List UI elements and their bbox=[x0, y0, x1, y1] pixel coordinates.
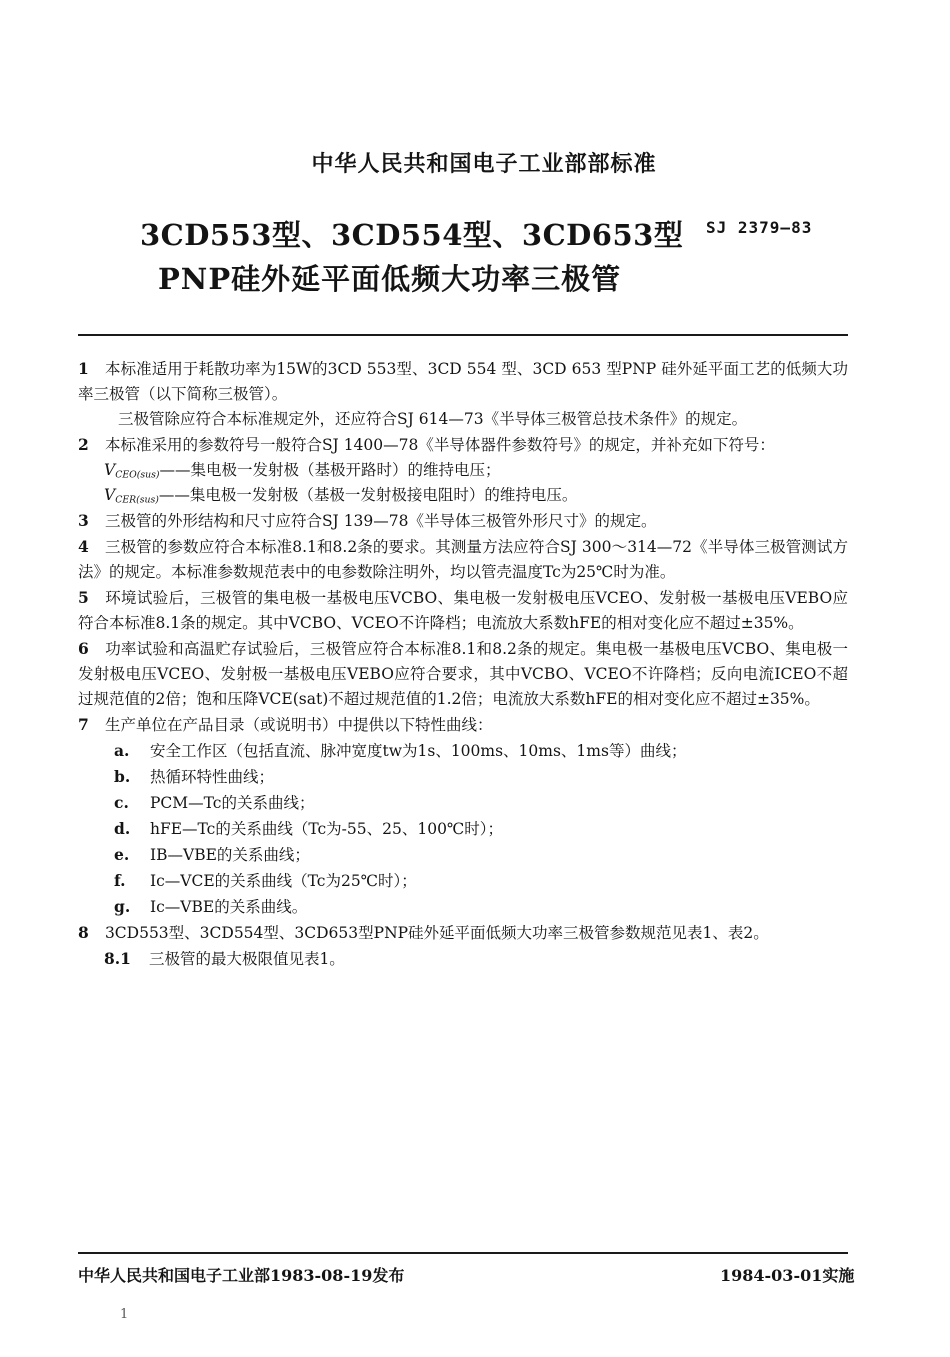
section-number: 6 bbox=[78, 639, 89, 658]
section-text: 三极管的最大极限值见表1。 bbox=[148, 950, 345, 968]
symbol-subscript: CER(sus) bbox=[115, 494, 159, 506]
symbol-subscript: CEO(sus) bbox=[115, 469, 160, 481]
effective-date: 1984-03-01实施 bbox=[720, 1266, 855, 1285]
item-letter: c. bbox=[114, 793, 129, 812]
curve-item-f bbox=[78, 868, 848, 894]
page-number: 1 bbox=[120, 1307, 129, 1322]
section-text: 生产单位在产品目录（或说明书）中提供以下特性曲线： bbox=[104, 716, 493, 734]
issue-date: 中华人民共和国电子工业部1983-08-19发布 bbox=[78, 1266, 405, 1285]
item-text: Ic—VCE的关系曲线（Tc为25℃时）； bbox=[150, 872, 417, 890]
curve-item-g bbox=[78, 894, 848, 920]
item-text: PCM—Tc的关系曲线； bbox=[150, 794, 315, 812]
section-5 bbox=[78, 585, 848, 636]
section-number: 2 bbox=[78, 435, 89, 454]
section-text: 三极管的外形结构和尺寸应符合SJ 139—78《半导体三极管外形尺寸》的规定。 bbox=[104, 512, 657, 530]
section-text: 功率试验和高温贮存试验后，三极管应符合本标准8.1和8.2条的规定。集电极一基极电压VCBO、集电极一发射极电压VCEO、发射极一基极电压VEBO应符合要求，其中VCBO、VCEO不许降档；反向电流ICEO不超过规范值的2倍；饱和压降VCE(sat)不超过规范值的1.2倍；电流放大系数hFE的相对变化应不超过±35%。 bbox=[78, 640, 848, 708]
standard-code: SJ 2379—83 bbox=[706, 218, 813, 237]
item-text: 热循环特性曲线； bbox=[150, 768, 275, 786]
section-1-continuation bbox=[78, 407, 848, 432]
symbol: V bbox=[104, 486, 116, 504]
symbol-definition-1 bbox=[78, 458, 848, 483]
item-letter: d. bbox=[114, 819, 131, 838]
item-letter: g. bbox=[114, 897, 131, 916]
item-letter: e. bbox=[114, 845, 130, 864]
item-text: Ic—VBE的关系曲线。 bbox=[150, 898, 308, 916]
section-8-1 bbox=[78, 946, 848, 972]
footer-divider bbox=[78, 1252, 848, 1254]
section-text: 三极管的参数应符合本标准8.1和8.2条的要求。其测量方法应符合SJ 300～314—72《半导体三极管测试方法》的规定。本标准参数规范表中的电参数除注明外，均以管壳温度Tc为25℃时为准。 bbox=[78, 538, 848, 581]
document-title-line1: 3CD553型、3CD554型、3CD653型 bbox=[140, 218, 684, 252]
section-4 bbox=[78, 534, 848, 585]
section-text: 本标准采用的参数符号一般符合SJ 1400—78《半导体器件参数符号》的规定，并补充如下符号： bbox=[104, 436, 775, 454]
item-letter: b. bbox=[114, 767, 131, 786]
section-number: 7 bbox=[78, 715, 89, 734]
section-text: 三极管除应符合本标准规定外，还应符合SJ 614—73《半导体三极管总技术条件》的规定。 bbox=[118, 410, 748, 428]
curve-item-a bbox=[78, 738, 848, 764]
curve-item-d bbox=[78, 816, 848, 842]
symbol-definition-2 bbox=[78, 483, 848, 508]
curve-item-b bbox=[78, 764, 848, 790]
section-text: 3CD553型、3CD554型、3CD653型PNP硅外延平面低频大功率三极管参数规范见表1、表2。 bbox=[104, 924, 769, 942]
item-letter: a. bbox=[114, 741, 130, 760]
section-2 bbox=[78, 432, 848, 458]
curve-item-e bbox=[78, 842, 848, 868]
section-7 bbox=[78, 712, 848, 738]
section-text: 本标准适用于耗散功率为15W的3CD 553型、3CD 554 型、3CD 653 型PNP 硅外延平面工艺的低频大功率三极管（以下简称三极管）。 bbox=[78, 360, 848, 403]
section-number: 8 bbox=[78, 923, 89, 942]
section-number: 8.1 bbox=[104, 949, 131, 968]
symbol-meaning: ——集电极一发射极（基极开路时）的维持电压； bbox=[159, 461, 501, 479]
section-number: 5 bbox=[78, 588, 89, 607]
ministry-header: 中华人民共和国电子工业部部标准 bbox=[311, 151, 657, 177]
symbol-meaning: ——集电极一发射极（基极一发射极接电阻时）的维持电压。 bbox=[158, 486, 578, 504]
section-number: 4 bbox=[78, 537, 89, 556]
section-number: 3 bbox=[78, 511, 89, 530]
item-letter: f. bbox=[114, 871, 126, 890]
section-1 bbox=[78, 356, 848, 407]
symbol: V bbox=[104, 461, 116, 479]
curve-item-c bbox=[78, 790, 848, 816]
header-divider bbox=[78, 334, 848, 336]
document-title-line2: PNP硅外延平面低频大功率三极管 bbox=[158, 262, 622, 296]
section-6 bbox=[78, 636, 848, 712]
section-number: 1 bbox=[78, 359, 89, 378]
item-text: 安全工作区（包括直流、脉冲宽度tw为1s、100ms、10ms、1ms等）曲线； bbox=[150, 742, 687, 760]
item-text: hFE—Tc的关系曲线（Tc为-55、25、100℃时）； bbox=[150, 820, 504, 838]
section-8 bbox=[78, 920, 848, 946]
section-3 bbox=[78, 508, 848, 534]
section-text: 环境试验后，三极管的集电极一基极电压VCBO、集电极一发射极电压VCEO、发射极一基极电压VEBO应符合本标准8.1条的规定。其中VCBO、VCEO不许降档；电流放大系数hFE的相对变化应不超过±35%。 bbox=[78, 589, 848, 632]
item-text: IB—VBE的关系曲线； bbox=[150, 846, 310, 864]
document-body bbox=[78, 356, 848, 972]
